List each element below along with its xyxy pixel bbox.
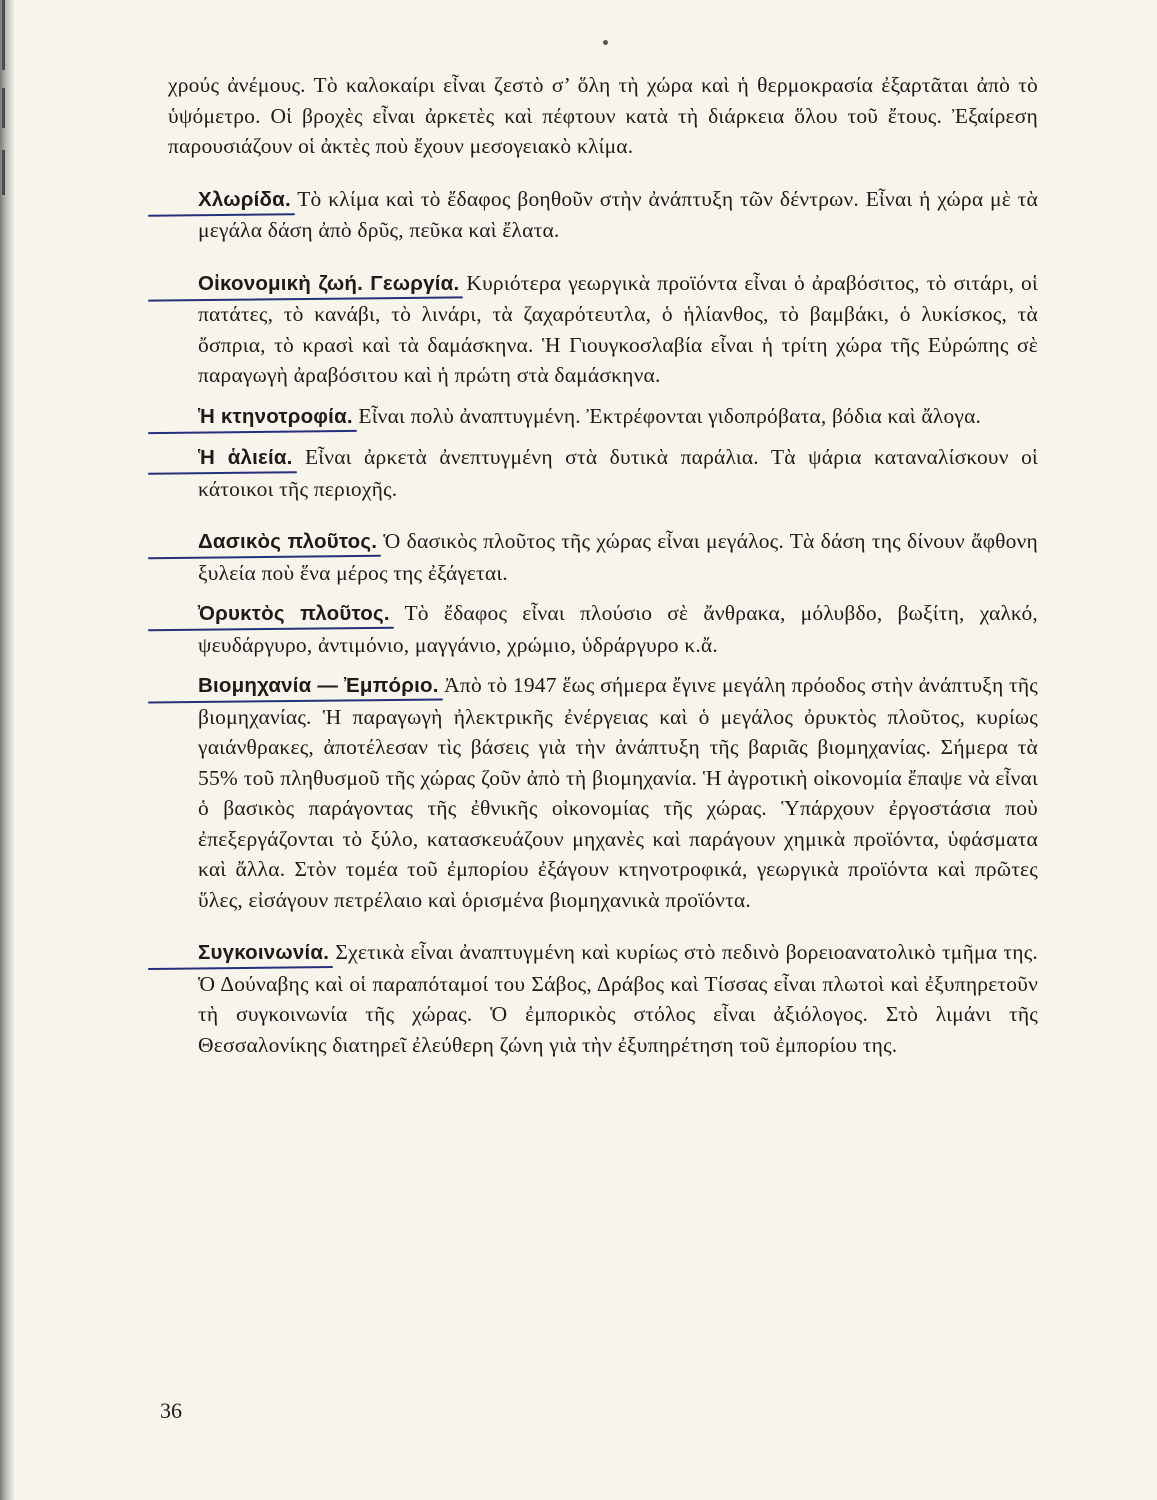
paragraph-text: Σχετικὰ εἶναι ἀναπτυγμένη καὶ κυρίως στὸ πεδινὸ βορειοανατολικὸ τμῆμα της. Ὁ Δούναβης καὶ οἱ παραπόταμοί του Σάβος, Δράβος καὶ Τίσσας εἶναι πλωτοὶ καὶ ἐξυπηρετοῦν τὴ συγκοινωνία τῆς χώρας. Ὁ ἐμπορικὸς στόλος εἶναι ἀξιόλογος. Στὸ λιμάνι τῆς Θεσσαλονίκης διατηρεῖ ἐλεύθερη ζώνη γιὰ τὴν ἐξυπηρέτηση τοῦ ἐμπορίου της.: [198, 940, 1038, 1057]
paragraph-climate: [168, 70, 1038, 162]
page-body: [168, 70, 1038, 1060]
paragraph-text: Εἶναι ἀρκετὰ ἀνεπτυγμένη στὰ δυτικὰ παράλια. Τὰ ψάρια καταναλίσκουν οἱ κάτοικοι τῆς περιοχῆς.: [198, 445, 1038, 501]
page-binding-edge: [0, 0, 14, 1500]
section-heading-transport: Συγκοινωνία.: [198, 941, 330, 964]
paragraph-text: Ὁ δασικὸς πλοῦτος τῆς χώρας εἶναι μεγάλος. Τὰ δάση της δίνουν ἄφθονη ξυλεία ποὺ ἕνα μέρος της ἐξάγεται.: [198, 529, 1038, 585]
section-heading-agriculture: Οἰκονομικὴ ζωή. Γεωργία.: [198, 271, 460, 295]
section-heading-flora: Χλωρίδα.: [198, 187, 291, 211]
section-heading-fishing: Ἡ ἁλιεία.: [198, 446, 293, 469]
section-heading-industry-trade: Βιομηχανία — Ἐμπόριο.: [198, 674, 439, 697]
section-heading-forestry: Δασικὸς πλοῦτος.: [198, 530, 378, 553]
paragraph-text: χρούς ἀνέμους. Τὸ καλοκαίρι εἶναι ζεστὸ σ’ ὅλη τὴ χώρα καὶ ἡ θερμοκρασία ἐξαρτᾶται ἀπὸ τὸ ὑψόμετρο. Οἱ βροχὲς εἶναι ἀρκετὲς καὶ πέφτουν κατὰ τὴ διάρκεια ὅλου τοῦ ἔτους. Ἐξαίρεση παρουσιάζουν οἱ ἀκτὲς ποὺ ἔχουν μεσογειακὸ κλίμα.: [168, 73, 1038, 158]
paragraph-text: Ἀπὸ τὸ 1947 ἕως σήμερα ἔγινε μεγάλη πρόοδος στὴν ἀνάπτυξη τῆς βιομηχανίας. Ἡ παραγωγὴ ἠλεκτρικῆς ἐνέργειας καὶ ὁ μεγάλος ὀρυκτὸς πλοῦτος, κυρίως γαιάνθρακες, ἀποτέλεσαν τὶς βάσεις γιὰ τὴν ἀνάπτυξη τῆς βαριᾶς βιομηχανίας. Σήμερα τὰ 55% τοῦ πληθυσμοῦ τῆς χώρας ζοῦν ἀπὸ τὴ βιομηχανία. Ἡ ἀγροτικὴ οἰκονομία ἔπαψε νὰ εἶναι ὁ βασικὸς παράγοντας τῆς ἐθνικῆς οἰκονομίας τῆς χώρας. Ὑπάρχουν ἐργοστάσια ποὺ ἐπεξεργάζονται τὸ ξύλο, κατασκευάζουν μηχανὲς καὶ παράγουν χημικὰ προϊόντα, ὑφάσματα καὶ ἄλλα. Στὸν τομέα τοῦ ἐμπορίου ἐξάγουν κτηνοτροφικά, γεωργικὰ προϊόντα καὶ πρῶτες ὕλες, εἰσάγουν πετρέλαιο καὶ ὁρισμένα βιομηχανικὰ προϊόντα.: [198, 673, 1038, 912]
paragraph-transport: [168, 937, 1038, 1060]
page-number: 36: [160, 1398, 182, 1423]
paragraph-agriculture: [168, 268, 1038, 391]
paragraph-flora: [168, 184, 1038, 246]
paragraph-forestry: [168, 526, 1038, 588]
section-heading-minerals: Ὀρυκτὸς πλοῦτος.: [198, 602, 390, 625]
ink-speck: [603, 40, 608, 45]
paragraph-livestock: [168, 401, 1038, 433]
paragraph-text: Τὸ κλίμα καὶ τὸ ἔδαφος βοηθοῦν στὴν ἀνάπτυξη τῶν δέντρων. Εἶναι ἡ χώρα μὲ τὰ μεγάλα δάση ἀπὸ δρῦς, πεῦκα καὶ ἔλατα.: [198, 186, 1038, 242]
paragraph-text: Εἶναι πολὺ ἀναπτυγμένη. Ἐκτρέφονται γιδοπρόβατα, βόδια καὶ ἄλογα.: [352, 403, 982, 428]
paragraph-industry-trade: [168, 670, 1038, 915]
paragraph-text: Κυριότερα γεωργικὰ προϊόντα εἶναι ὁ ἀραβόσιτος, τὸ σιτάρι, οἱ πατάτες, τὸ κανάβι, τὸ λινάρι, τὰ ζαχαρότευτλα, ὁ ἡλίανθος, τὸ βαμβάκι, ὁ λυκίσκος, τὰ ὄσπρια, τὸ κρασὶ καὶ τὰ δαμάσκηνα. Ἡ Γιουγκοσλαβία εἶναι ἡ τρίτη χώρα τῆς Εὐρώπης σὲ παραγωγὴ ἀραβόσιτου καὶ ἡ πρώτη στὰ δαμάσκηνα.: [198, 270, 1038, 387]
paragraph-fishing: [168, 442, 1038, 504]
paragraph-text: Τὸ ἔδαφος εἶναι πλούσιο σὲ ἄνθρακα, μόλυβδο, βωξίτη, χαλκό, ψευδάργυρο, ἀντιμόνιο, μαγγάνιο, χρώμιο, ὑδράργυρο κ.ἄ.: [198, 601, 1038, 657]
section-heading-livestock: Ἡ κτηνοτροφία.: [198, 404, 353, 428]
paragraph-minerals: [168, 598, 1038, 660]
